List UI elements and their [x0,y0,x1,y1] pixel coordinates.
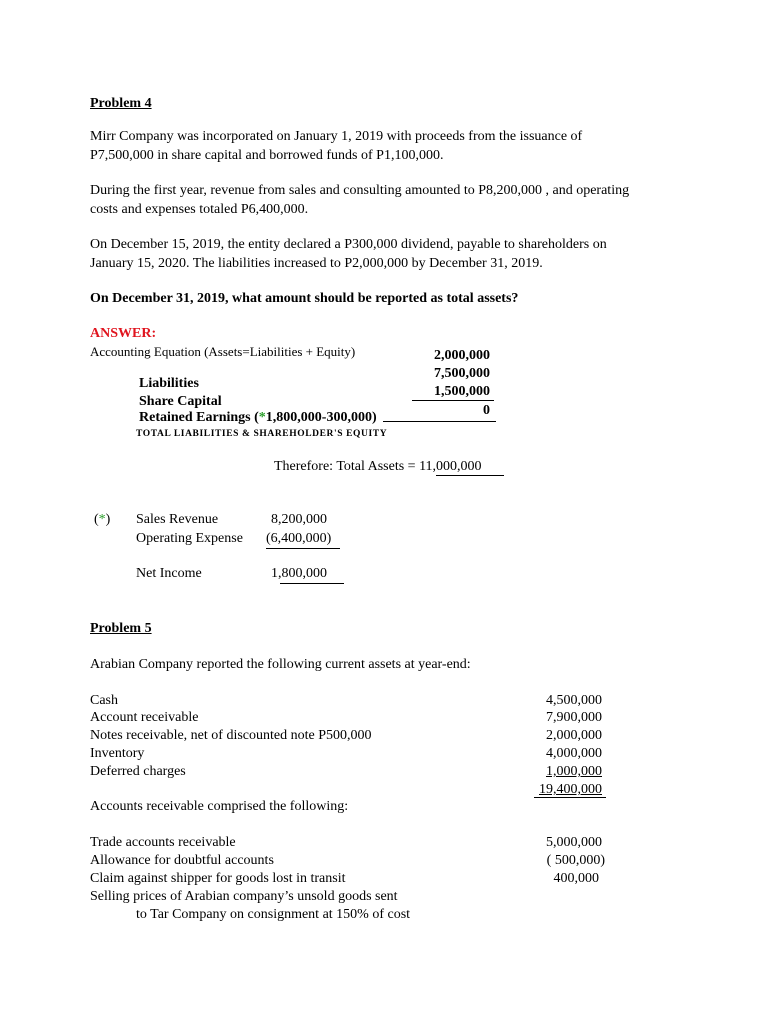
ar-value-allowance: ( 500,000) [546,853,605,868]
ar-value-claim: 400,000 [553,871,599,886]
total-assets-underline [436,475,504,476]
asset-value-ar: 7,900,000 [546,710,602,725]
p4-paragraph-3-line-1: On December 15, 2019, the entity declared a P300,000 dividend, payable to shareholders on [90,237,607,252]
expense-underline [266,548,340,549]
sales-revenue-label: Sales Revenue [136,512,219,527]
p5-intro: Arabian Company reported the following current assets at year-end: [90,657,471,672]
total-liabilities-equity-label: TOTAL LIABILITIES & SHAREHOLDER'S EQUITY [136,429,388,439]
ar-label-claim: Claim against shipper for goods lost in transit [90,871,346,886]
asterisk-mark: * [258,410,266,425]
ar-label-trade: Trade accounts receivable [90,835,236,850]
p4-paragraph-1-line-2: P7,500,000 in share capital and borrowed funds of P1,100,000. [90,148,444,163]
asset-label-ar: Account receivable [90,710,199,725]
total-value: 0 [483,403,490,418]
answer-label: ANSWER: [90,326,157,341]
asset-value-deferred: 1,000,000 [546,764,602,779]
asset-value-notes: 2,000,000 [546,728,602,743]
ar-intro: Accounts receivable comprised the following: [90,799,349,814]
operating-expense-value: (6,400,000) [266,531,332,546]
asset-value-inventory: 4,000,000 [546,746,602,761]
note-marker: (*) [94,512,111,527]
liabilities-value: 2,000,000 [434,348,490,363]
operating-expense-label: Operating Expense [136,531,243,546]
asset-label-notes: Notes receivable, net of discounted note P500,000 [90,728,372,743]
assets-total-value: 19,400,000 [539,782,602,797]
asset-label-inventory: Inventory [90,746,145,761]
sales-revenue-value: 8,200,000 [271,512,327,527]
subtotal-rule [412,400,494,401]
asset-label-deferred: Deferred charges [90,764,186,779]
p4-question: On December 31, 2019, what amount should be reported as total assets? [90,291,519,306]
assets-total-rule [534,797,606,798]
p4-paragraph-2-line-1: During the first year, revenue from sales and consulting amounted to P8,200,000 , and operating [90,183,630,198]
total-rule [383,421,496,422]
asset-value-cash: 4,500,000 [546,693,602,708]
ar-value-trade: 5,000,000 [546,835,602,850]
share-capital-value: 7,500,000 [434,366,490,381]
liabilities-label: Liabilities [139,376,199,391]
retained-earnings-value: 1,500,000 [434,384,490,399]
ar-label-consignment-cont: to Tar Company on consignment at 150% of cost [136,907,411,922]
ar-label-allowance: Allowance for doubtful accounts [90,853,274,868]
p4-paragraph-1-line-1: Mirr Company was incorporated on January 1, 2019 with proceeds from the issuance of [90,129,583,144]
p4-paragraph-2-line-2: costs and expenses totaled P6,400,000. [90,202,309,217]
therefore-line: Therefore: Total Assets = 11,000,000 [274,459,482,474]
accounting-equation: Accounting Equation (Assets=Liabilities + Equity) [90,344,356,359]
total-assets-value: 11,000,000 [419,459,482,474]
retained-earnings-label: Retained Earnings (*1,800,000-300,000) [139,410,377,425]
problem-5-title: Problem 5 [90,621,152,636]
p4-paragraph-3-line-2: January 15, 2020. The liabilities increased to P2,000,000 by December 31, 2019. [90,256,543,271]
net-income-underline [280,583,344,584]
ar-label-consignment: Selling prices of Arabian company’s unsold goods sent [90,889,398,904]
problem-4-title: Problem 4 [90,96,152,111]
share-capital-label: Share Capital [139,394,222,409]
asset-label-cash: Cash [90,693,118,708]
net-income-label: Net Income [136,566,202,581]
net-income-value: 1,800,000 [271,566,327,581]
